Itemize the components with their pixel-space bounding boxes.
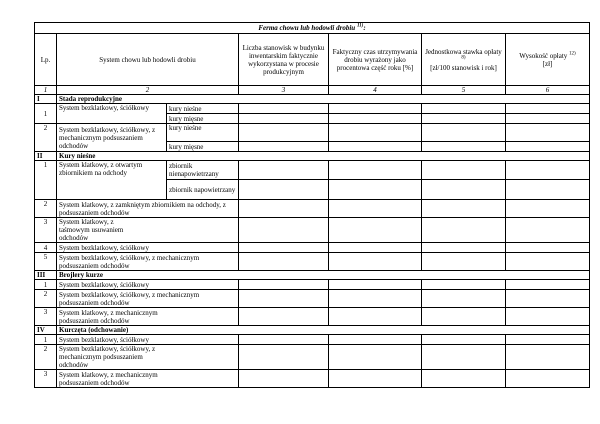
row-lp: 1 (35, 335, 57, 345)
stall-count-cell[interactable] (239, 335, 329, 345)
stall-count-cell[interactable] (239, 180, 329, 200)
section-title: Kury nieśne (57, 152, 590, 161)
section-header (35, 152, 590, 161)
table-row (35, 370, 590, 388)
row-subtype: zbiornik nienapowietrzany (167, 161, 239, 180)
table-row (35, 243, 590, 253)
holding-time-cell[interactable] (329, 218, 422, 243)
row-subtype: kury mięsne (167, 142, 239, 152)
stall-count-cell[interactable] (239, 142, 329, 152)
fee-amount-cell[interactable] (506, 180, 590, 200)
fee-amount-cell[interactable] (506, 290, 590, 308)
unit-rate-cell[interactable] (422, 114, 506, 124)
stall-count-cell[interactable] (239, 345, 329, 370)
fee-amount-cell[interactable] (506, 114, 590, 124)
row-lp: 2 (35, 345, 57, 370)
section-header (35, 326, 590, 335)
stall-count-cell[interactable] (239, 243, 329, 253)
row-subtype: kury nieśne (167, 124, 239, 142)
stall-count-cell[interactable] (239, 218, 329, 243)
holding-time-cell[interactable] (329, 180, 422, 200)
stall-count-cell[interactable] (239, 280, 329, 290)
unit-rate-cell[interactable] (422, 345, 506, 370)
col-number: 2 (57, 86, 239, 95)
fee-amount-cell[interactable] (506, 280, 590, 290)
fee-amount-cell[interactable] (506, 200, 590, 218)
fee-amount-cell[interactable] (506, 218, 590, 243)
unit-rate-cell[interactable] (422, 104, 506, 114)
unit-rate-cell[interactable] (422, 218, 506, 243)
holding-time-cell[interactable] (329, 253, 422, 271)
holding-time-cell[interactable] (329, 114, 422, 124)
header-row (35, 34, 590, 86)
fee-amount-cell[interactable] (506, 243, 590, 253)
col-number: 5 (422, 86, 506, 95)
unit-rate-cell[interactable] (422, 200, 506, 218)
fee-amount-cell[interactable] (506, 104, 590, 114)
row-system: System bezklatkowy, ściółkowy, z mechanicznym podsuszaniem odchodów (57, 124, 167, 152)
holding-time-cell[interactable] (329, 345, 422, 370)
row-system: System klatkowy, z zamkniętym zbiornikiem na odchody, z podsuszaniem odchodów (57, 200, 239, 218)
row-system: System klatkowy, z otwartym zbiornikiem na odchody (57, 161, 167, 200)
stall-count-cell[interactable] (239, 200, 329, 218)
section-title: Kurczęta (odchowanie) (57, 326, 590, 335)
col-number: 3 (239, 86, 329, 95)
unit-rate-cell[interactable] (422, 142, 506, 152)
stall-count-cell[interactable] (239, 290, 329, 308)
row-system: System bezklatkowy, ściółkowy (57, 243, 239, 253)
fee-amount-cell[interactable] (506, 308, 590, 326)
row-system: System bezklatkowy, ściółkowy (57, 104, 167, 124)
row-lp: 3 (35, 218, 57, 243)
row-subtype: kury mięsne (167, 114, 239, 124)
header-fee-amount: Wysokość opłaty $^{12)}$ [zł] (506, 34, 590, 86)
fee-amount-cell[interactable] (506, 124, 590, 142)
column-number-row (35, 86, 590, 95)
row-lp: 2 (35, 124, 57, 152)
holding-time-cell[interactable] (329, 142, 422, 152)
table-row (35, 335, 590, 345)
table-row (35, 290, 590, 308)
row-lp: 5 (35, 253, 57, 271)
section-title: Brojlery kurze (57, 271, 590, 280)
row-lp: 4 (35, 243, 57, 253)
holding-time-cell[interactable] (329, 370, 422, 388)
unit-rate-cell[interactable] (422, 124, 506, 142)
row-system: System bezklatkowy, ściółkowy, z mechanicznym podsuszaniem odchodów (57, 253, 239, 271)
poultry-fee-table (34, 22, 590, 388)
stall-count-cell[interactable] (239, 161, 329, 180)
unit-rate-cell[interactable] (422, 370, 506, 388)
holding-time-cell[interactable] (329, 104, 422, 114)
holding-time-cell[interactable] (329, 124, 422, 142)
fee-amount-cell[interactable] (506, 161, 590, 180)
table-row (35, 161, 590, 180)
row-system: System klatkowy, z mechanicznym podsuszaniem odchodów (57, 370, 239, 388)
row-system: System bezklatkowy, ściółkowy (57, 335, 239, 345)
stall-count-cell[interactable] (239, 253, 329, 271)
row-subtype: kury nieśne (167, 104, 239, 114)
row-lp: 1 (35, 161, 57, 200)
holding-time-cell[interactable] (329, 335, 422, 345)
unit-rate-cell[interactable] (422, 243, 506, 253)
unit-rate-cell[interactable] (422, 161, 506, 180)
holding-time-cell[interactable] (329, 161, 422, 180)
unit-rate-cell[interactable] (422, 253, 506, 271)
row-system: System bezklatkowy, ściółkowy, z mechanicznym podsuszaniem odchodów (57, 290, 239, 308)
unit-rate-cell[interactable] (422, 290, 506, 308)
section-header (35, 95, 590, 104)
col-number: 1 (35, 86, 57, 95)
section-header (35, 271, 590, 280)
row-lp: 2 (35, 290, 57, 308)
fee-amount-cell[interactable] (506, 142, 590, 152)
table-row (35, 253, 590, 271)
holding-time-cell[interactable] (329, 243, 422, 253)
row-lp: 1 (35, 104, 57, 124)
col-number: 6 (506, 86, 590, 95)
row-lp: 3 (35, 370, 57, 388)
table-row (35, 280, 590, 290)
table-row (35, 308, 590, 326)
section-number: I (35, 95, 57, 104)
section-number: II (35, 152, 57, 161)
row-system: System klatkowy, z taśmowym usuwaniem odchodów (57, 218, 239, 243)
table-title-row (35, 23, 590, 34)
header-system: System chowu lub hodowli drobiu (57, 34, 239, 86)
holding-time-cell[interactable] (329, 308, 422, 326)
stall-count-cell[interactable] (239, 370, 329, 388)
row-lp: 1 (35, 280, 57, 290)
header-stall-count: Liczba stanowisk w budynku inwentarskim faktycznie wykorzystana w procesie produkcyjnym (239, 34, 329, 86)
holding-time-cell[interactable] (329, 290, 422, 308)
row-lp: 3 (35, 308, 57, 326)
stall-count-cell[interactable] (239, 308, 329, 326)
header-lp: Lp. (35, 34, 57, 86)
table-row (35, 200, 590, 218)
unit-rate-cell[interactable] (422, 308, 506, 326)
holding-time-cell[interactable] (329, 200, 422, 218)
header-holding-time: Faktyczny czas utrzymywania drobiu wyrażony jako procentowa część roku [%] (329, 34, 422, 86)
unit-rate-cell[interactable] (422, 335, 506, 345)
table-row (35, 124, 590, 142)
fee-amount-cell[interactable] (506, 370, 590, 388)
table-row (35, 345, 590, 370)
col-number: 4 (329, 86, 422, 95)
row-system: System klatkowy, z mechanicznym podsuszaniem odchodów (57, 308, 239, 326)
stall-count-cell[interactable] (239, 124, 329, 142)
section-number: IV (35, 326, 57, 335)
unit-rate-cell[interactable] (422, 280, 506, 290)
unit-rate-cell[interactable] (422, 180, 506, 200)
fee-amount-cell[interactable] (506, 345, 590, 370)
table-row (35, 104, 590, 114)
stall-count-cell[interactable] (239, 114, 329, 124)
row-subtype: zbiornik napowietrzany (167, 180, 239, 200)
stall-count-cell[interactable] (239, 104, 329, 114)
holding-time-cell[interactable] (329, 280, 422, 290)
fee-amount-cell[interactable] (506, 253, 590, 271)
section-title: Stada reprodukcyjne (57, 95, 590, 104)
header-unit-rate: Jednostkowa stawka opłaty $^{8)}$ [zł/100 stanowisk i rok] (422, 34, 506, 86)
row-system: System bezklatkowy, ściółkowy (57, 280, 239, 290)
row-system: System bezklatkowy, ściółkowy, z mechanicznym podsuszaniem odchodów (57, 345, 239, 370)
table-row (35, 218, 590, 243)
section-number: III (35, 271, 57, 280)
fee-amount-cell[interactable] (506, 335, 590, 345)
row-lp: 2 (35, 200, 57, 218)
table-title: Ferma chowu lub hodowli drobiu $^{11)}$: (35, 23, 590, 34)
